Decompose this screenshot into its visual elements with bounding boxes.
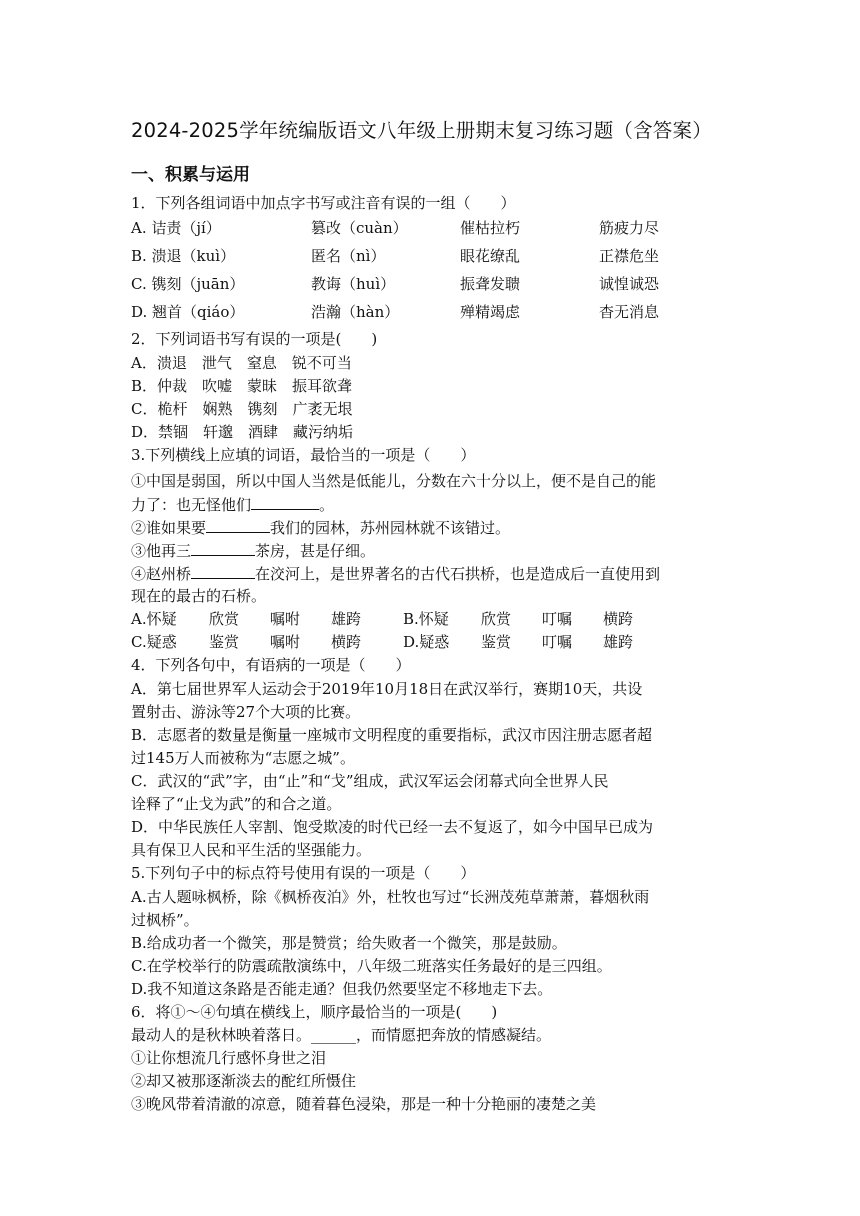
- question-1-stem: 1．下列各组词语中加点字书写或注音有误的一组（ ）: [131, 194, 516, 212]
- q3-s3-text-a: ③他再三: [131, 542, 192, 560]
- q4-option-d-line-2: 具有保卫人民和平生活的坚强能力。: [131, 841, 372, 859]
- q6-sentence-3: ③晚风带着清澈的凉意，随着暮色浸染，那是一种十分艳丽的凄楚之美: [131, 1095, 597, 1113]
- question-1-row-a: [131, 217, 731, 240]
- q5-option-c: C.在学校举行的防震疏散演练中，八年级二班落实任务最好的是三四组。: [131, 957, 612, 975]
- question-5-stem: 5.下列句子中的标点符号使用有误的一项是（ ）: [131, 864, 476, 882]
- q3-a-1: A.怀疑: [131, 610, 177, 628]
- q6-sentence-1: ①让你想流几行感怀身世之泪: [131, 1049, 327, 1067]
- q4-option-d-line-1: D．中华民族任人宰割、饱受欺凌的时代已经一去不复返了，如今中国早已成为: [131, 818, 654, 836]
- q3-d-4: 雄跨: [603, 633, 634, 651]
- document-title: 2024-2025学年统编版语文八年级上册期末复习练习题（含答案）: [131, 119, 712, 142]
- question-3-options-ab: [131, 608, 731, 631]
- q5-option-d: D.我不知道这条路是否能走通？但我仍然要坚定不移地走下去。: [131, 980, 553, 998]
- q3-c-3: 嘱咐: [270, 633, 301, 651]
- q4-option-c-line-1: C．武汉的“武”字，由“止”和“戈”组成，武汉军运会闭幕式向全世界人民: [131, 772, 609, 790]
- q3-b-2: 欣赏: [481, 610, 512, 628]
- q3-b-1: B.怀疑: [403, 610, 449, 628]
- question-2-stem: 2．下列词语书写有误的一项是( ): [131, 330, 378, 348]
- question-3-stem: 3.下列横线上应填的词语，最恰当的一项是（ ）: [131, 446, 476, 464]
- q3-c-2: 鉴赏: [209, 633, 240, 651]
- q1-a-col4: 筋疲力尽: [599, 219, 660, 237]
- q1-d-col2: 浩瀚（hàn）: [311, 303, 400, 321]
- q1-b-col4: 正襟危坐: [599, 247, 660, 265]
- q3-a-2: 欣赏: [209, 610, 240, 628]
- q1-a-col3: 催枯拉朽: [460, 219, 521, 237]
- q3-d-1: D.疑惑: [403, 633, 450, 651]
- q5-option-b: B.给成功者一个微笑，那是赞赏；给失败者一个微笑，那是鼓励。: [131, 934, 567, 952]
- q3-d-3: 叮嘱: [542, 633, 573, 651]
- q6-sentence-2: ②却又被那逐渐淡去的酡红所慑住: [131, 1072, 357, 1090]
- fill-blank: [191, 539, 255, 556]
- q1-d-col1: D. 翘首（qiáo）: [131, 303, 245, 321]
- q3-s1-end: 。: [319, 496, 335, 514]
- q3-s4-text-b: 在洨河上，是世界著名的古代石拱桥，也是造成后一直使用到: [255, 565, 661, 583]
- q3-s4-text-a: ④赵州桥: [131, 565, 192, 583]
- q3-sentence-1-line-1: ①中国是弱国，所以中国人当然是低能儿，分数在六十分以上，便不是自己的能: [131, 472, 657, 490]
- question-2-option-d: D．禁锢 轩邈 酒肆 藏污纳垢: [131, 423, 354, 441]
- q3-sentence-3: [131, 539, 731, 563]
- q4-option-b-line-1: B．志愿者的数量是衡量一座城市文明程度的重要指标，武汉市因注册志愿者超: [131, 726, 653, 744]
- question-2-option-c: C．桅杆 娴熟 镌刻 广袤无垠: [131, 400, 353, 418]
- q1-b-col1: B. 溃退（kuì）: [131, 247, 236, 265]
- question-2-option-a: A．溃退 泄气 窒息 锐不可当: [131, 354, 352, 372]
- section-heading: 一、积累与运用: [131, 165, 250, 185]
- q4-option-c-line-2: 诠释了“止戈为武”的和合之道。: [131, 795, 342, 813]
- q1-a-col1: A. 诘责（jí）: [131, 219, 221, 237]
- q6-lead-text-b: ，而情愿把奔放的情感凝结。: [356, 1026, 552, 1044]
- q1-d-col3: 殚精竭虑: [460, 303, 521, 321]
- q3-s1-text: 力了：也无怪他们: [131, 496, 252, 514]
- question-4-stem: 4．下列各句中，有语病的一项是（ ）: [131, 656, 411, 674]
- q5-option-a-line-1: A.古人题咏枫桥，除《枫桥夜泊》外，杜牧也写过“长洲茂苑草萧萧，暮烟秋雨: [131, 888, 650, 906]
- q3-b-3: 叮嘱: [542, 610, 573, 628]
- q3-a-3: 嘱咐: [270, 610, 301, 628]
- q3-sentence-1-line-2: [131, 493, 731, 517]
- q1-c-col2: 教诲（huì）: [311, 275, 396, 293]
- question-1-row-b: [131, 245, 731, 268]
- fill-blank: [191, 562, 255, 579]
- fill-blank: ______: [311, 1026, 357, 1044]
- q3-c-4: 横跨: [331, 633, 362, 651]
- q1-d-col4: 杳无消息: [599, 303, 660, 321]
- q1-c-col4: 诚惶诚恐: [599, 275, 660, 293]
- question-2-option-b: B．仲裁 吹嘘 蒙昧 振耳欲聋: [131, 377, 353, 395]
- question-1-row-d: [131, 301, 731, 324]
- q4-option-a-line-2: 置射击、游泳等27个大项的比赛。: [131, 703, 361, 721]
- q1-c-col1: C. 镌刻（juān）: [131, 275, 245, 293]
- q3-s2-text-b: 我们的园林，苏州园林就不该错过。: [270, 519, 511, 537]
- fill-blank: [206, 516, 270, 533]
- question-3-options-cd: [131, 631, 731, 654]
- question-1-row-c: [131, 273, 731, 296]
- q3-sentence-4-line-1: [131, 562, 731, 586]
- q4-option-a-line-1: A．第七届世界军人运动会于2019年10月18日在武汉举行，赛期10天，共设: [131, 680, 643, 698]
- q1-a-col2: 篡改（cuàn）: [311, 219, 408, 237]
- q3-sentence-2: [131, 516, 731, 540]
- q3-s2-text-a: ②谁如果要: [131, 519, 207, 537]
- q6-lead-text-a: 最动人的是秋林映着落日。: [131, 1026, 312, 1044]
- q1-c-col3: 振聋发聩: [460, 275, 521, 293]
- q3-a-4: 雄跨: [331, 610, 362, 628]
- q1-b-col3: 眼花缭乱: [460, 247, 521, 265]
- q3-d-2: 鉴赏: [481, 633, 512, 651]
- q1-b-col2: 匿名（nì）: [311, 247, 386, 265]
- q4-option-b-line-2: 过145万人而被称为“志愿之城”。: [131, 749, 355, 767]
- q3-c-1: C.疑惑: [131, 633, 177, 651]
- question-6-stem: 6．将①～④句填在横线上，顺序最恰当的一项是( ): [131, 1003, 498, 1021]
- q3-sentence-4-line-2: 现在的最古的石桥。: [131, 587, 267, 605]
- q5-option-a-line-2: 过枫桥”。: [131, 911, 199, 929]
- fill-blank: [251, 493, 319, 510]
- q6-lead-sentence: [131, 1024, 731, 1047]
- q3-b-4: 横跨: [603, 610, 634, 628]
- q3-s3-text-b: 茶房，甚是仔细。: [255, 542, 376, 560]
